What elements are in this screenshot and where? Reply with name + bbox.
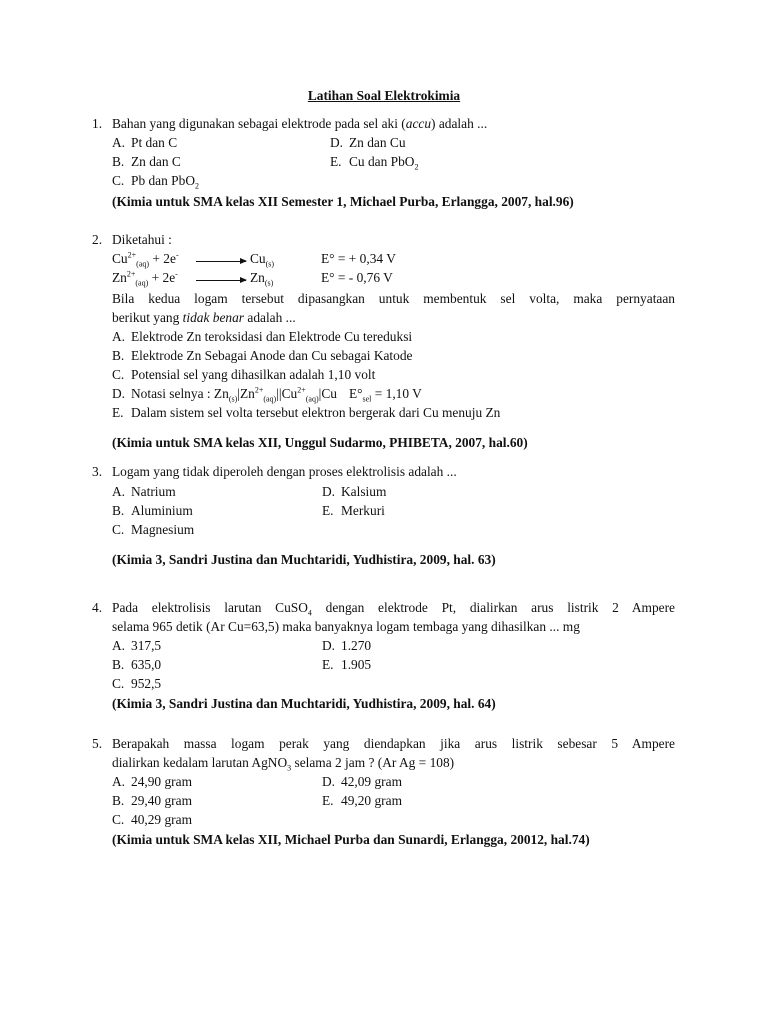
option-c: C. 952,5 [112, 676, 162, 691]
option-b: B. Elektrode Zn Sebagai Anode dan Cu sebagai Katode [112, 348, 413, 363]
reaction-cu-potential: E° = + 0,34 V [321, 251, 396, 266]
question-intro: Diketahui : [112, 232, 172, 247]
question-reference: (Kimia 3, Sandri Justina dan Muchtaridi, Yudhistira, 2009, hal. 64) [112, 696, 496, 711]
reaction-cu-product: $Cu_{(s)}$ [250, 251, 275, 269]
option-e: E. Cu dan PbO$_2$ [330, 154, 419, 172]
question-text: Bahan yang digunakan sebagai elektrode pada sel aki (accu) adalah ... [112, 116, 488, 131]
option-c: C. Magnesium [112, 522, 195, 537]
question-number: 1. [92, 116, 103, 131]
reaction-arrow-icon [196, 280, 246, 281]
option-d: D. 1.270 [322, 638, 372, 653]
option-c: C. Pb dan PbO$_2$ [112, 173, 199, 191]
question-number: 3. [92, 464, 103, 479]
question-text-cont: berikut yang tidak benar adalah ... [112, 310, 296, 325]
option-a: A. Elektrode Zn teroksidasi dan Elektrode Cu tereduksi [112, 329, 413, 344]
reaction-cu: $Cu^{2+}_{(aq)} + 2e^-$ [112, 250, 179, 269]
question-number: 4. [92, 600, 103, 615]
option-d: D. Zn dan Cu [330, 135, 406, 150]
question-text: Pada elektrolisis larutan CuSO$_4$ dengan elektrode Pt, dialirkan arus listrik 2 Ampere [112, 600, 675, 618]
question-number: 2. [92, 232, 103, 247]
option-e: E. Merkuri [322, 503, 385, 518]
question-reference: (Kimia untuk SMA kelas XII Semester 1, Michael Purba, Erlangga, 2007, hal.96) [112, 194, 574, 209]
question-reference: (Kimia 3, Sandri Justina dan Muchtaridi, Yudhistira, 2009, hal. 63) [112, 552, 496, 567]
question-number: 5. [92, 736, 103, 751]
question-text-cont: selama 965 detik (Ar Cu=63,5) maka banyaknya logam tembaga yang dihasilkan ... mg [112, 619, 580, 634]
option-b: B. 29,40 gram [112, 793, 192, 808]
option-b: B. Aluminium [112, 503, 193, 518]
option-e: E. 49,20 gram [322, 793, 402, 808]
option-a: A. 24,90 gram [112, 774, 192, 789]
reaction-zn-product: $Zn_{(s)}$ [250, 270, 274, 288]
question-text: Logam yang tidak diperoleh dengan proses elektrolisis adalah ... [112, 464, 457, 479]
question-text: Berapakah massa logam perak yang diendapkan jika arus listrik sebesar 5 Ampere [112, 736, 675, 751]
option-d: D. Kalsium [322, 484, 387, 499]
question-text-cont: dialirkan kedalam larutan AgNO$_3$ selama 2 jam ? (Ar Ag = 108) [112, 755, 455, 773]
option-b: B. Zn dan C [112, 154, 181, 169]
option-d: D. Notasi selnya : $Zn_{(s)}|Zn^{2+}_{(aq)}||Cu^{2+}_{(aq)}|Cu$ $E^\circ_{sel} = 1,10$ V [112, 385, 422, 404]
reaction-zn: $Zn^{2+}_{(aq)} + 2e^-$ [112, 269, 178, 288]
option-a: A. Pt dan C [112, 135, 178, 150]
option-e: E. 1.905 [322, 657, 372, 672]
document-title: Latihan Soal Elektrokimia [307, 88, 461, 103]
option-c: C. Potensial sel yang dihasilkan adalah 1,10 volt [112, 367, 376, 382]
question-text: Bila kedua logam tersebut dipasangkan untuk membentuk sel volta, maka pernyataan [112, 291, 675, 306]
option-e: E. Dalam sistem sel volta tersebut elektron bergerak dari Cu menuju Zn [112, 405, 501, 420]
option-a: A. Natrium [112, 484, 176, 499]
option-a: A. 317,5 [112, 638, 162, 653]
option-b: B. 635,0 [112, 657, 162, 672]
reaction-zn-potential: E° = - 0,76 V [321, 270, 393, 285]
reaction-arrow-icon [196, 261, 246, 262]
option-d: D. 42,09 gram [322, 774, 402, 789]
option-c: C. 40,29 gram [112, 812, 192, 827]
question-reference: (Kimia untuk SMA kelas XII, Unggul Sudarmo, PHIBETA, 2007, hal.60) [112, 435, 528, 450]
question-reference: (Kimia untuk SMA kelas XII, Michael Purba dan Sunardi, Erlangga, 20012, hal.74) [112, 832, 590, 847]
